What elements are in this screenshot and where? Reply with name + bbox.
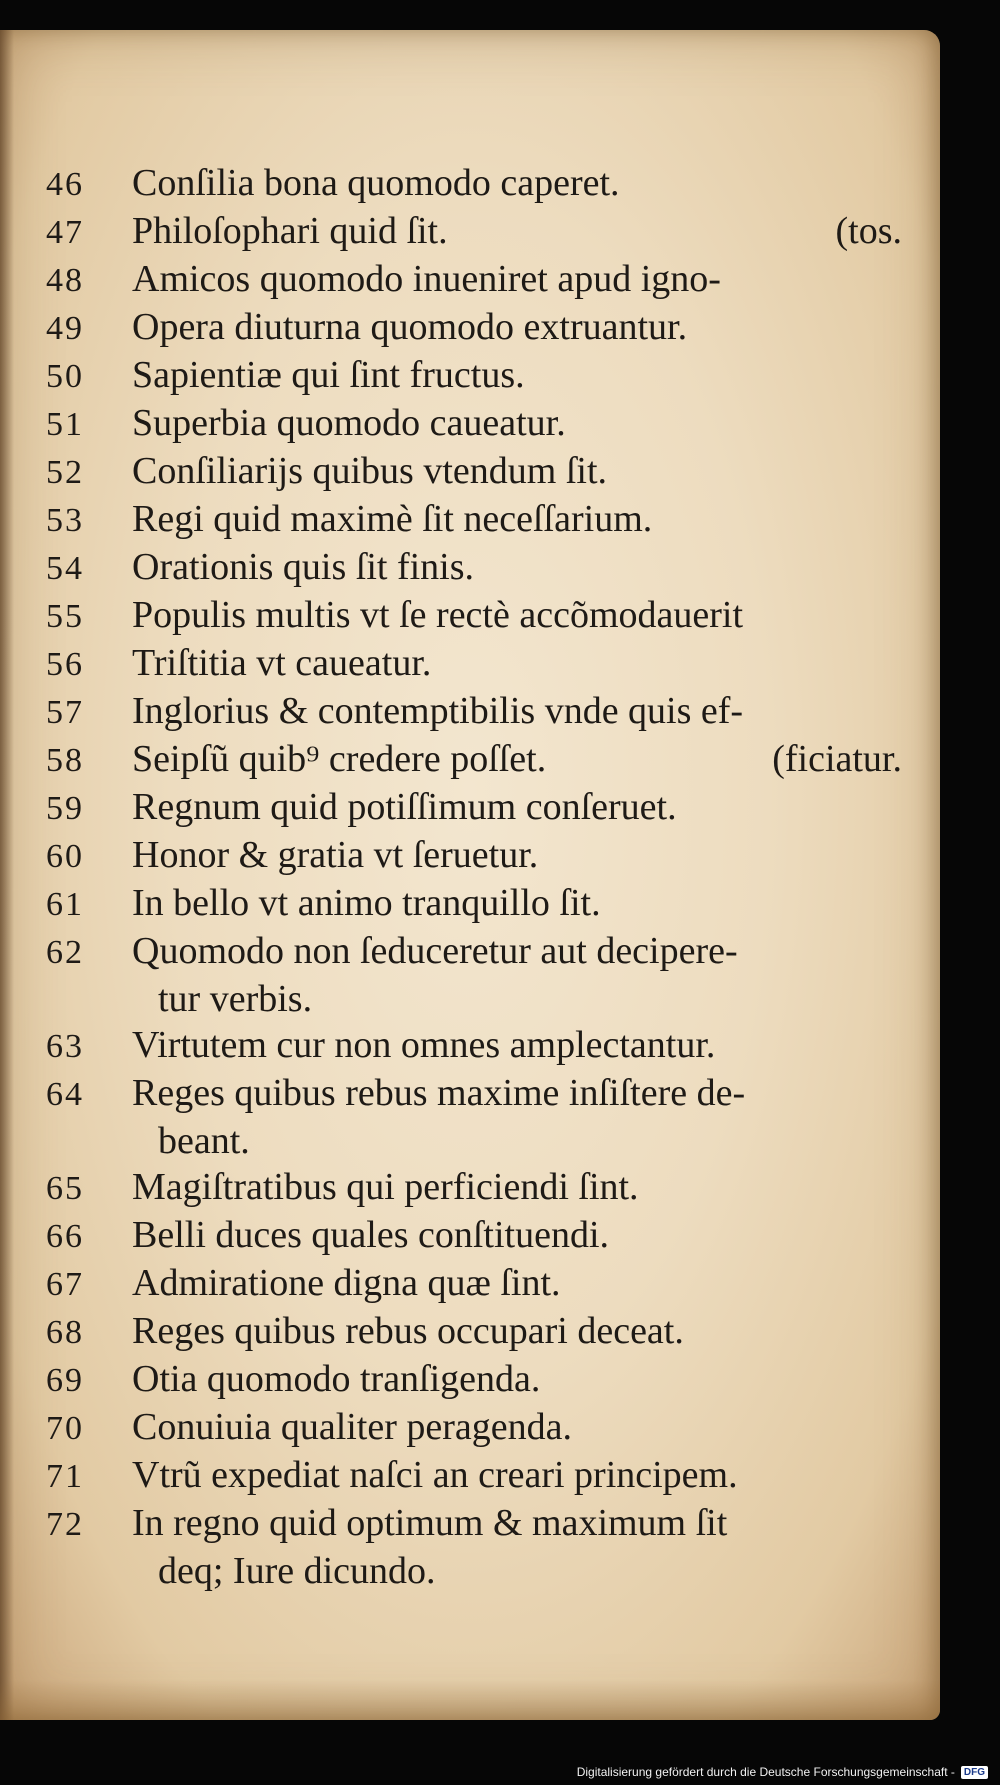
entry-number: 46 (46, 166, 84, 203)
index-entry (46, 304, 906, 352)
entry-number: 59 (46, 790, 84, 827)
entry-text: Superbia quomodo caueatur. (132, 402, 566, 444)
entry-number: 55 (46, 598, 84, 635)
entry-text: Admiratione digna quæ ſint. (132, 1262, 561, 1304)
index-entry (46, 256, 906, 304)
index-entry (46, 736, 906, 784)
entry-text: Virtutem cur non omnes amplectantur. (132, 1024, 716, 1066)
entry-text: Orationis quis ſit finis. (132, 546, 474, 588)
entry-text: Honor & gratia vt ſeruetur. (132, 834, 539, 876)
entry-text: Triſtitia vt caueatur. (132, 642, 432, 684)
index-entry (46, 1164, 906, 1212)
page-gutter-shadow (0, 30, 14, 1720)
entry-text: Conuiuia qualiter peragenda. (132, 1406, 573, 1448)
entry-number: 56 (46, 646, 84, 683)
entry-number: 69 (46, 1362, 84, 1399)
index-entry (46, 1022, 906, 1070)
entry-overflow-text: (tos. (835, 210, 902, 252)
credit-text: Digitalisierung gefördert durch die Deutsche Forschungsgemeinschaft - (576, 1765, 955, 1779)
index-entry (46, 448, 906, 496)
entry-number: 62 (46, 934, 84, 971)
entry-text: In bello vt animo tranquillo ſit. (132, 882, 601, 924)
index-entry (46, 784, 906, 832)
entry-text: Belli duces quales conſtituendi. (132, 1214, 610, 1256)
entry-text: Conſiliarijs quibus vtendum ſit. (132, 450, 607, 492)
entry-text: Vtrũ expediat naſci an creari principem. (132, 1454, 738, 1496)
digitization-credit (577, 1765, 988, 1779)
entry-text: Reges quibus rebus maxime inſiſtere de- (132, 1072, 746, 1114)
entry-number: 65 (46, 1170, 84, 1207)
entry-number: 68 (46, 1314, 84, 1351)
index-entry (46, 1452, 906, 1500)
entry-number: 60 (46, 838, 84, 875)
index-entry (46, 1212, 906, 1260)
entry-number: 64 (46, 1076, 84, 1113)
entry-number: 51 (46, 406, 84, 443)
entry-number: 47 (46, 214, 84, 251)
entry-number: 61 (46, 886, 84, 923)
entry-number: 66 (46, 1218, 84, 1255)
index-entry (46, 1070, 906, 1118)
index-entry (46, 400, 906, 448)
index-entry (46, 592, 906, 640)
entry-number: 53 (46, 502, 84, 539)
entry-text: Quomodo non ſeduceretur aut decipere- (132, 930, 738, 972)
entry-number: 57 (46, 694, 84, 731)
entry-continuation: beant. (158, 1120, 250, 1162)
entry-number: 71 (46, 1458, 84, 1495)
entry-text: In regno quid optimum & maximum ſit (132, 1502, 728, 1544)
index-entry (46, 928, 906, 976)
index-entry (46, 880, 906, 928)
entry-number: 50 (46, 358, 84, 395)
index-entries (46, 160, 906, 1594)
index-entry (46, 640, 906, 688)
entry-text: Populis multis vt ſe rectè accõmodauerit (132, 594, 744, 636)
entry-text: Otia quomodo tranſigenda. (132, 1358, 541, 1400)
entry-number: 54 (46, 550, 84, 587)
index-entry (46, 496, 906, 544)
index-entry (46, 352, 906, 400)
entry-text: Regi quid maximè ſit neceſſarium. (132, 498, 653, 540)
entry-number: 70 (46, 1410, 84, 1447)
index-entry (46, 688, 906, 736)
entry-text: Inglorius & contemptibilis vnde quis ef- (132, 690, 744, 732)
entry-text: Sapientiæ qui ſint fructus. (132, 354, 525, 396)
entry-number: 49 (46, 310, 84, 347)
entry-continuation: deq; Iure dicundo. (158, 1550, 436, 1592)
entry-text: Seipſũ quib⁹ credere poſſet. (132, 738, 547, 780)
index-entry (46, 160, 906, 208)
page-bottom-stain (0, 1680, 940, 1720)
entry-number: 67 (46, 1266, 84, 1303)
entry-text: Regnum quid potiſſimum conſeruet. (132, 786, 677, 828)
entry-text: Conſilia bona quomodo caperet. (132, 162, 620, 204)
entry-text: Reges quibus rebus occupari deceat. (132, 1310, 684, 1352)
index-entry (46, 1260, 906, 1308)
index-entry (46, 544, 906, 592)
index-entry (46, 832, 906, 880)
entry-number: 72 (46, 1506, 84, 1543)
book-page (0, 30, 940, 1720)
index-entry (46, 208, 906, 256)
index-entry (46, 1308, 906, 1356)
index-entry (46, 1500, 906, 1548)
entry-number: 58 (46, 742, 84, 779)
entry-continuation: tur verbis. (158, 978, 313, 1020)
entry-text: Opera diuturna quomodo extruantur. (132, 306, 688, 348)
entry-text: Magiſtratibus qui perficiendi ſint. (132, 1166, 639, 1208)
entry-number: 48 (46, 262, 84, 299)
dfg-logo-icon: DFG (961, 1766, 988, 1779)
index-entry (46, 1356, 906, 1404)
entry-overflow-text: (ficiatur. (772, 738, 902, 780)
entry-text: Amicos quomodo inueniret apud igno- (132, 258, 721, 300)
entry-text: Philoſophari quid ſit. (132, 210, 448, 252)
entry-number: 52 (46, 454, 84, 491)
entry-number: 63 (46, 1028, 84, 1065)
index-entry (46, 1404, 906, 1452)
